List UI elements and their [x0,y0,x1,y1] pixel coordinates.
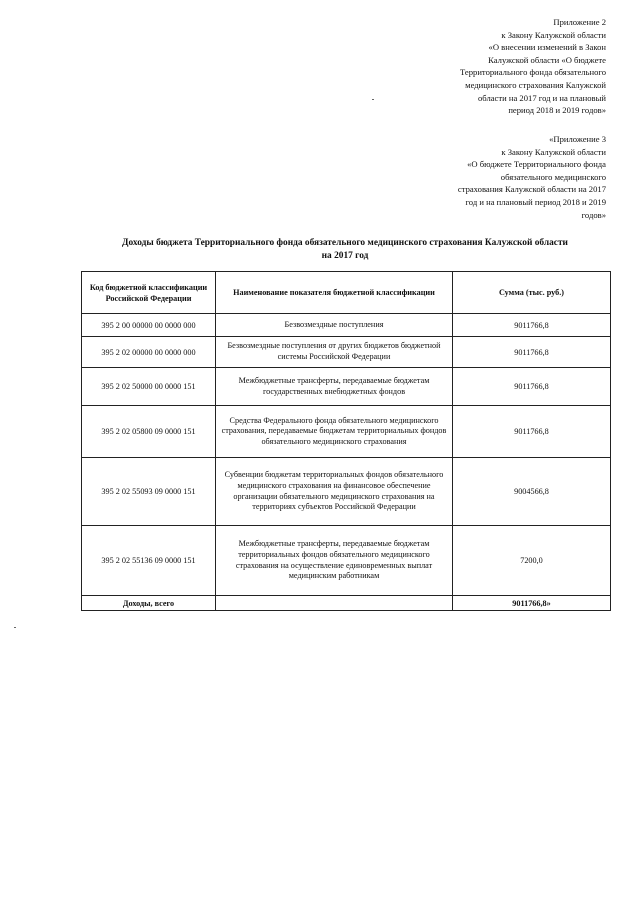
appendix-3-line: «Приложение 3 [549,134,606,144]
row-sum: 9004566,8 [453,458,611,526]
appendix-2-line: медицинского страхования Калужской [465,79,606,90]
appendix-3-header [366,133,606,221]
row-name: Межбюджетные трансферты, передаваемые бюджетам территориальных фондов обязательного медицинского страхования на осуществление единовременных выплат медицинским работникам [216,526,453,596]
total-label: Доходы, всего [82,596,216,611]
total-sum: 9011766,8» [453,596,611,611]
appendix-2-line: Приложение 2 [553,17,606,27]
header-sum: Сумма (тыс. руб.) [453,272,611,314]
scan-speck [372,99,374,100]
table-row [82,458,611,526]
row-name: Безвозмездные поступления от других бюджетов бюджетной системы Российской Федерации [216,337,453,368]
appendix-2-line: области на 2017 год и на плановый [478,92,606,103]
table-header-row [82,272,611,314]
row-sum: 9011766,8 [453,406,611,458]
appendix-3-line: годов» [581,209,606,220]
table-row [82,368,611,406]
appendix-2-line: «О внесении изменений в Закон [488,42,606,53]
row-sum: 9011766,8 [453,337,611,368]
row-sum: 9011766,8 [453,314,611,337]
table-total-row [82,596,611,611]
appendix-2-line: к Закону Калужской области [501,29,606,40]
row-code: 395 2 00 00000 00 0000 000 [82,314,216,337]
appendix-3-line: к Закону Калужской области [501,146,606,157]
appendix-2-line: Территориального фонда обязательного [460,67,606,78]
document-title [95,237,595,263]
appendix-2-line: период 2018 и 2019 годов» [508,105,606,116]
table-row [82,526,611,596]
title-line-2: на 2017 год [321,251,369,261]
appendix-3-line: «О бюджете Территориального фонда [467,159,606,170]
title-line-1: Доходы бюджета Территориального фонда обязательного медицинского страхования Калужской области [122,238,568,248]
table-row [82,337,611,368]
row-name: Средства Федерального фонда обязательного медицинского страхования, передаваемые бюджетам территориальных фондов обязательного медицинского страхования [216,406,453,458]
row-sum: 7200,0 [453,526,611,596]
header-name: Наименование показателя бюджетной классификации [216,272,453,314]
header-code: Код бюджетной классификации Российской Федерации [82,272,216,314]
row-code: 395 2 02 50000 00 0000 151 [82,368,216,406]
table-row [82,314,611,337]
appendix-3-line: год и на плановый период 2018 и 2019 [465,196,606,207]
scan-speck [14,627,16,628]
income-table [81,271,611,611]
total-name-empty [216,596,453,611]
appendix-3-line: страхования Калужской области на 2017 [457,184,606,195]
row-code: 395 2 02 05800 09 0000 151 [82,406,216,458]
row-sum: 9011766,8 [453,368,611,406]
appendix-3-line: обязательного медицинского [500,171,606,182]
row-code: 395 2 02 55136 09 0000 151 [82,526,216,596]
row-name: Межбюджетные трансферты, передаваемые бюджетам государственных внебюджетных фондов [216,368,453,406]
appendix-2-header [366,16,606,117]
row-name: Субвенции бюджетам территориальных фондов обязательного медицинского страхования на финансовое обеспечение организации обязательного медицинского страхования на территориях субъектов Российской Федерации [216,458,453,526]
row-code: 395 2 02 00000 00 0000 000 [82,337,216,368]
table-row [82,406,611,458]
appendix-2-line: Калужской области «О бюджете [488,54,606,65]
row-name: Безвозмездные поступления [216,314,453,337]
row-code: 395 2 02 55093 09 0000 151 [82,458,216,526]
